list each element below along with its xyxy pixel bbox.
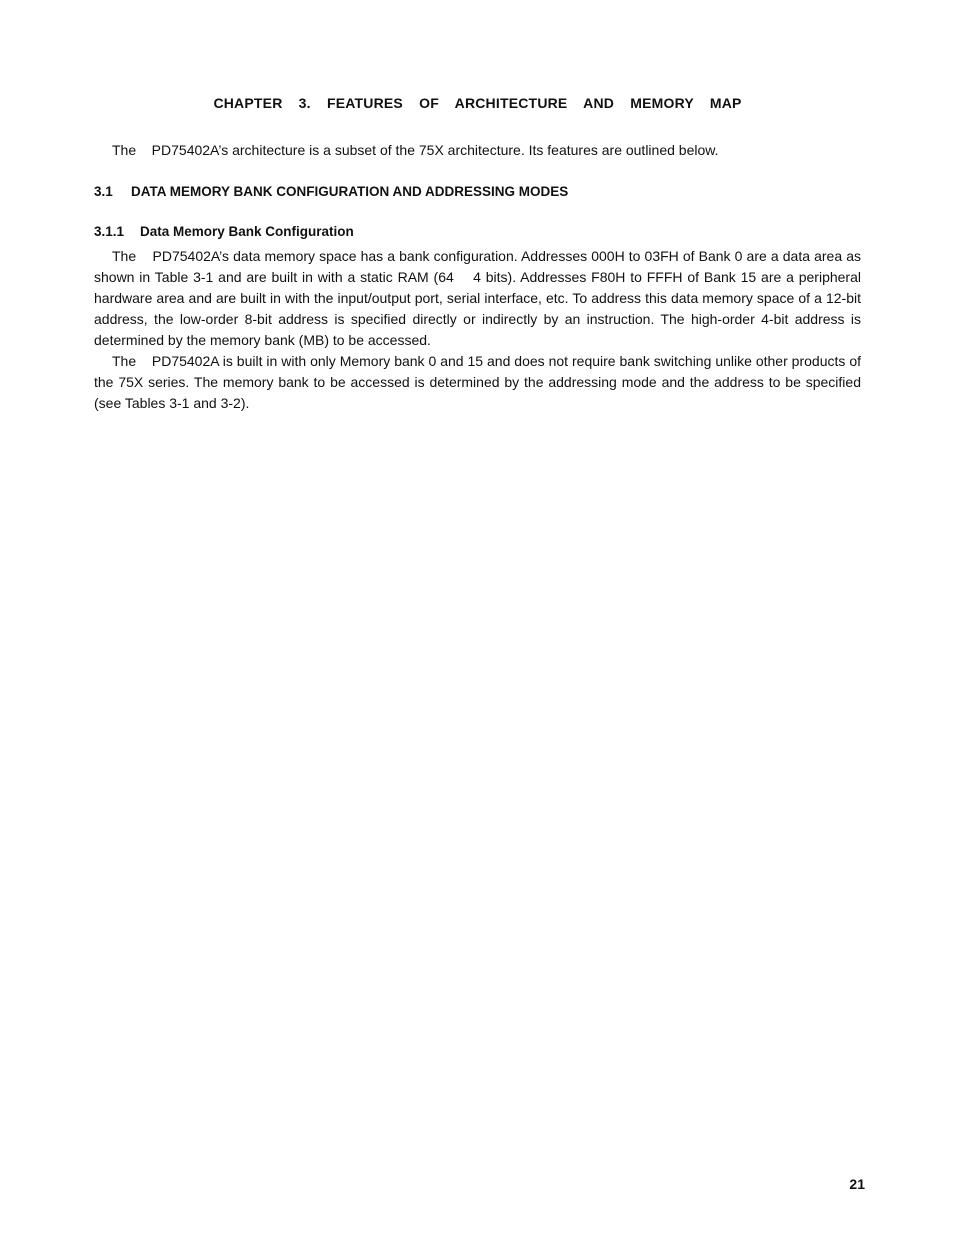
chapter-title: CHAPTER 3. FEATURES OF ARCHITECTURE AND MEMORY MAP (213, 95, 742, 111)
page-number: 21 (849, 1176, 865, 1192)
body-paragraph-2: The PD75402A is built in with only Memory bank 0 and 15 and does not require bank switching unlike other products of the 75X series. The memory bank to be accessed is determined by the addressing mode and the address to be specified (see Tables 3-1 and 3-2). (94, 353, 865, 411)
subsection-title: Data Memory Bank Configuration (140, 224, 354, 239)
body-paragraph-1: The PD75402A’s data memory space has a bank configuration. Addresses 000H to 03FH of Bank 0 are a data area as shown in Table 3-1 and are built in with a static RAM (64 4 bits). Addresses F80H to FFFH of Bank 15 are a peripheral hardware area and are built in with the input/output port, serial interface, etc. To address this data memory space of a 12-bit address, the low-order 8-bit address is specified directly or indirectly by an instruction. The high-order 4-bit address is determined by the memory bank (MB) to be accessed. (94, 248, 865, 348)
section-heading (94, 184, 568, 199)
subsection-heading (94, 224, 354, 239)
section-number: 3.1 (94, 184, 113, 199)
subsection-number: 3.1.1 (94, 224, 125, 239)
intro-paragraph: The PD75402A’s architecture is a subset of the 75X architecture. Its features are outlined below. (112, 142, 719, 158)
section-title: DATA MEMORY BANK CONFIGURATION AND ADDRESSING MODES (131, 184, 569, 199)
